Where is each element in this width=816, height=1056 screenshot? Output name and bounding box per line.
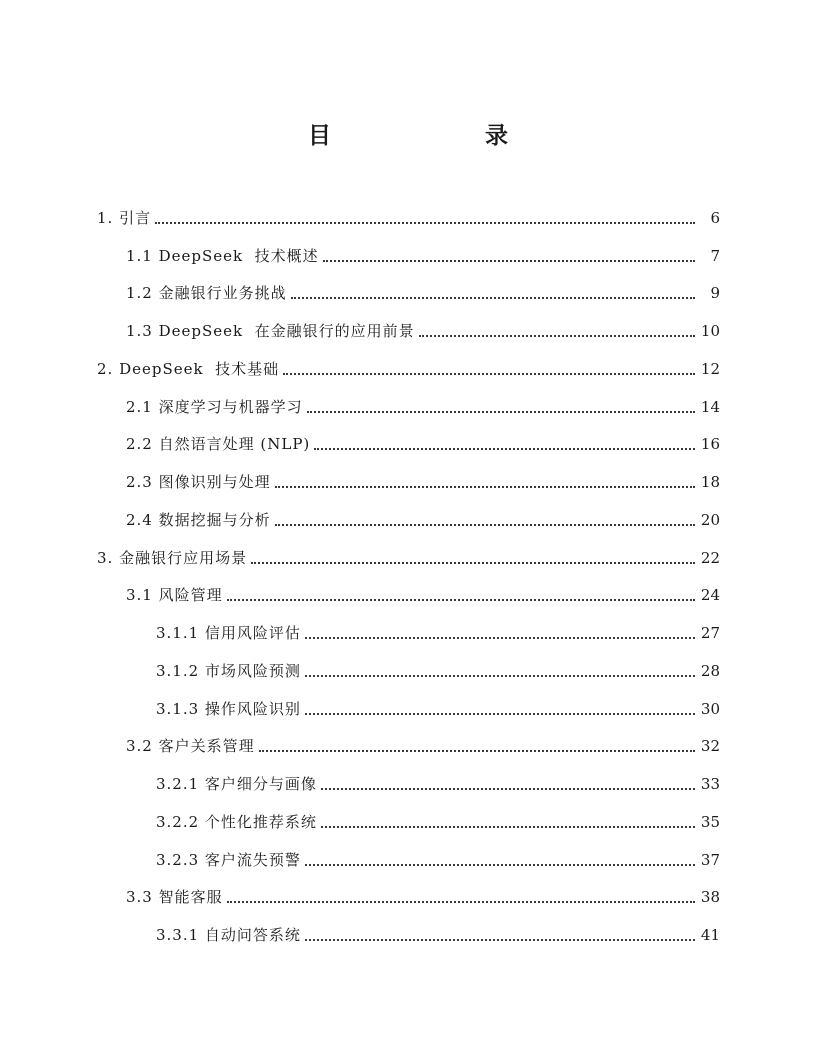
toc-entry-label: 3.1.2 市场风险预测 [156,661,301,680]
dot-leader [227,598,695,601]
dot-leader [321,787,695,790]
toc-entry-label: 3. 金融银行应用场景 [97,548,248,567]
toc-entry-page-number: 10 [700,322,720,341]
toc-entry-page-number: 32 [700,737,720,756]
table-of-contents [0,199,816,954]
toc-entry-label: 3.1.3 操作风险识别 [156,699,301,718]
toc-entry[interactable] [0,539,816,577]
toc-entry-label: 2.1 深度学习与机器学习 [126,397,303,416]
toc-entry-label: 3.3 智能客服 [126,888,223,907]
toc-entry-page-number: 16 [700,435,720,454]
dot-leader [305,938,695,941]
toc-entry[interactable] [0,275,816,313]
toc-entry-page-number: 6 [710,208,720,227]
toc-entry[interactable] [0,803,816,841]
dot-leader [307,410,695,413]
dot-leader [155,221,695,224]
toc-entry-label: 3.2.3 客户流失预警 [156,850,301,869]
toc-entry[interactable] [0,501,816,539]
toc-entry-page-number: 14 [700,397,720,416]
toc-entry-page-number: 35 [700,812,720,831]
toc-entry[interactable] [0,350,816,388]
dot-leader [283,372,695,375]
dot-leader [321,825,695,828]
toc-entry-page-number: 33 [700,775,720,794]
dot-leader [305,674,695,677]
toc-entry-page-number: 7 [710,246,720,265]
dot-leader [305,712,695,715]
toc-entry[interactable] [0,728,816,766]
toc-entry[interactable] [0,916,816,954]
toc-entry-page-number: 12 [700,359,720,378]
toc-entry-page-number: 24 [700,586,720,605]
toc-entry-label: 2.3 图像识别与处理 [126,473,271,492]
toc-entry[interactable] [0,690,816,728]
toc-entry[interactable] [0,841,816,879]
dot-leader [251,561,695,564]
toc-entry-label: 1.1 DeepSeek 技术概述 [126,246,319,265]
toc-entry[interactable] [0,652,816,690]
dot-leader [275,485,695,488]
toc-entry[interactable] [0,426,816,464]
toc-entry-label: 3.1 风险管理 [126,586,223,605]
toc-entry-page-number: 22 [700,548,720,567]
toc-entry-page-number: 27 [700,624,720,643]
toc-entry-page-number: 41 [700,926,720,945]
toc-entry-page-number: 18 [700,473,720,492]
dot-leader [314,447,695,450]
toc-entry-page-number: 28 [700,661,720,680]
toc-entry[interactable] [0,237,816,275]
toc-entry-page-number: 20 [700,510,720,529]
toc-entry-label: 3.2 客户关系管理 [126,737,255,756]
dot-leader [259,749,695,752]
toc-entry-label: 1. 引言 [97,208,152,227]
toc-entry-label: 2. DeepSeek 技术基础 [97,359,280,378]
toc-entry-page-number: 30 [700,699,720,718]
toc-entry-label: 2.2 自然语言处理 (NLP) [126,435,311,454]
toc-entry-label: 1.2 金融银行业务挑战 [126,284,287,303]
toc-entry[interactable] [0,388,816,426]
toc-entry-label: 1.3 DeepSeek 在金融银行的应用前景 [126,322,415,341]
dot-leader [305,636,695,639]
dot-leader [275,523,695,526]
dot-leader [291,296,695,299]
toc-entry-page-number: 9 [710,284,720,303]
toc-entry[interactable] [0,199,816,237]
toc-entry[interactable] [0,614,816,652]
toc-entry[interactable] [0,312,816,350]
dot-leader [419,334,695,337]
toc-entry[interactable] [0,879,816,917]
toc-entry[interactable] [0,577,816,615]
toc-entry-label: 3.3.1 自动问答系统 [156,926,301,945]
toc-entry-page-number: 37 [700,850,720,869]
toc-entry-label: 2.4 数据挖掘与分析 [126,510,271,529]
toc-entry-page-number: 38 [700,888,720,907]
dot-leader [227,900,695,903]
dot-leader [323,259,695,262]
page-title: 目 录 [308,122,544,149]
toc-entry[interactable] [0,463,816,501]
dot-leader [305,863,695,866]
toc-entry-label: 3.2.1 客户细分与画像 [156,775,317,794]
toc-entry-label: 3.1.1 信用风险评估 [156,624,301,643]
toc-entry-label: 3.2.2 个性化推荐系统 [156,812,317,831]
toc-entry[interactable] [0,765,816,803]
